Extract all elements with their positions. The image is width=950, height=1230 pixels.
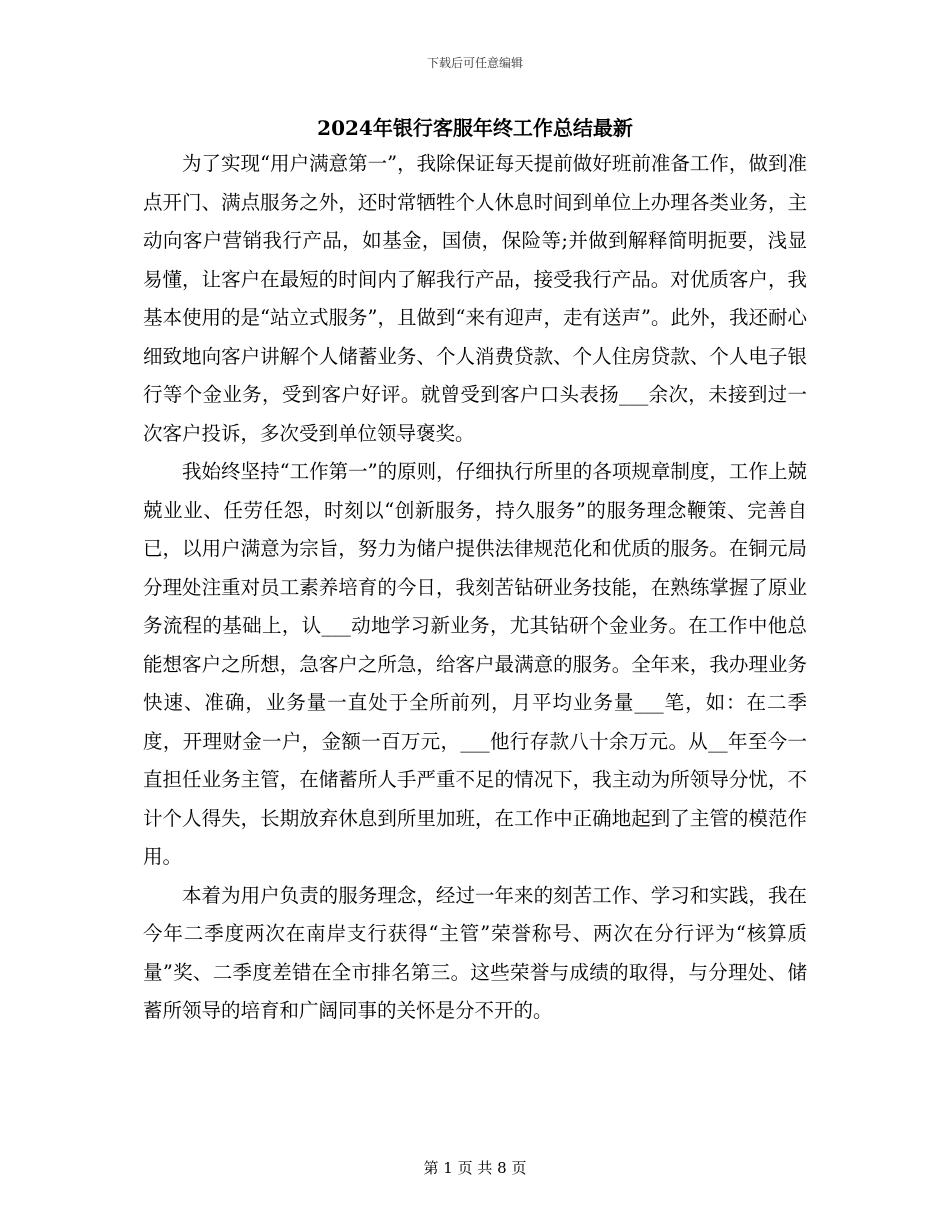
paragraph-1: 为了实现“用户满意第一”，我除保证每天提前做好班前准备工作，做到准点开门、满点服务之外，还时常牺牲个人休息时间到单位上办理各类业务，主动向客户营销我行产品，如基金，国债，保险等;并做到解释简明扼要，浅显易懂，让客户在最短的时间内了解我行产品，接受我行产品。对优质客户，我基本使用的是“站立式服务”，且做到“来有迎声，走有送声”。此外，我还耐心细致地向客户讲解个人储蓄业务、个人消费贷款、个人住房贷款、个人电子银行等个金业务，受到客户好评。就曾受到客户口头表扬___余次，未接到过一次客户投诉，多次受到单位领导褒奖。 bbox=[143, 152, 807, 445]
page-number: 第 1 页 共 8 页 bbox=[423, 1159, 527, 1177]
document-title: 2024年银行客服年终工作总结最新 bbox=[317, 116, 633, 140]
header-note: 下载后可任意编辑 bbox=[426, 56, 523, 70]
document-body bbox=[143, 145, 807, 1031]
paragraph-3: 本着为用户负责的服务理念，经过一年来的刻苦工作、学习和实践，我在今年二季度两次在南岸支行获得“主管”荣誉称号、两次在分行评为“核算质量”奖、二季度差错在全市排名第三。这些荣誉与成绩的取得，与分理处、储蓄所领导的培育和广阔同事的关怀是分不开的。 bbox=[143, 883, 807, 1022]
paragraph-2: 我始终坚持“工作第一”的原则，仔细执行所里的各项规章制度，工作上兢兢业业、任劳任怨，时刻以“创新服务，持久服务”的服务理念鞭策、完善自已，以用户满意为宗旨，努力为储户提供法律规范化和优质的服务。在铜元局分理处注重对员工素养培育的今日，我刻苦钻研业务技能，在熟练掌握了原业务流程的基础上，认___动地学习新业务，尤其钻研个金业务。在工作中他总能想客户之所想，急客户之所急，给客户最满意的服务。全年来，我办理业务快速、准确，业务量一直处于全所前列，月平均业务量___笔，如：在二季度，开理财金一户，金额一百万元，___他行存款八十余万元。从__年至今一直担任业务主管，在储蓄所人手严重不足的情况下，我主动为所领导分忧，不计个人得失，长期放弃休息到所里加班，在工作中正确地起到了主管的模范作用。 bbox=[143, 460, 807, 868]
